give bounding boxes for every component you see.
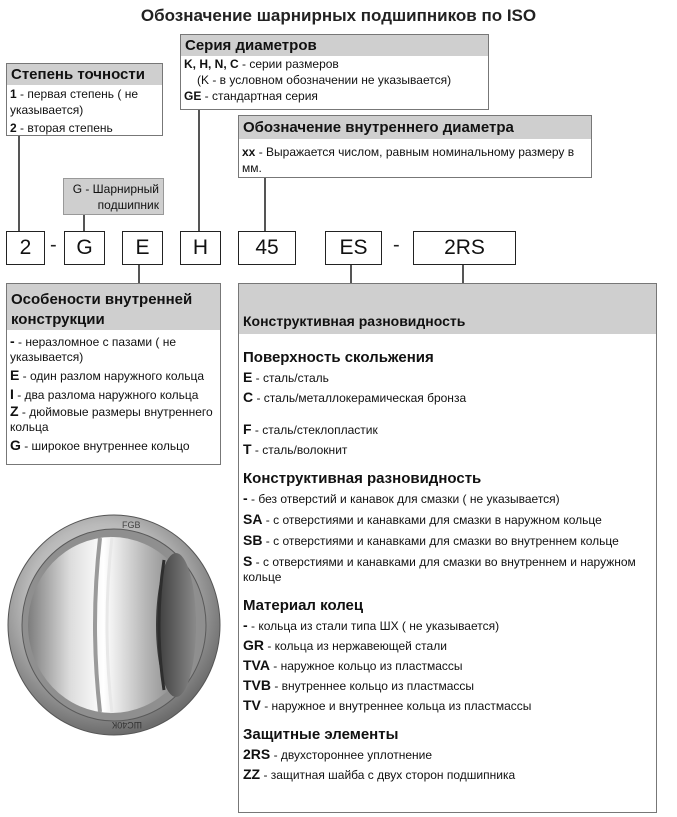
design-text: - сталь/сталь — [252, 371, 329, 385]
accuracy-header: Степень точности — [7, 64, 162, 85]
diameter-series-line1 — [181, 56, 488, 72]
connector-design — [350, 265, 352, 283]
accuracy-text: - вторая степень — [16, 121, 113, 135]
diameter-series-codes: K, H, N, C — [184, 57, 239, 71]
accuracy-code: 2 — [10, 121, 17, 135]
connector-hinge — [83, 215, 85, 231]
design-text: - с отверстиями и канавками для смазки во внутреннем кольце — [262, 534, 619, 548]
diameter-series-code-ge: GE — [184, 89, 202, 103]
inner-feature-code: E — [10, 367, 20, 383]
bearing-brand-text: FGB — [122, 520, 141, 530]
inner-diameter-box — [238, 115, 592, 178]
accuracy-item-1 — [7, 85, 162, 119]
design-item — [243, 767, 652, 783]
section-title: Поверхность скольжения — [243, 349, 434, 366]
accuracy-item-2 — [7, 119, 162, 137]
design-code: SB — [243, 532, 263, 548]
inner-feature-text: - неразломное с пазами ( не указывается) — [10, 335, 177, 364]
design-section-construction — [239, 458, 656, 585]
design-code: T — [243, 441, 252, 457]
inner-feature-item — [10, 334, 217, 365]
design-code: - — [243, 617, 248, 633]
inner-feature-code: - — [10, 333, 15, 349]
design-box — [238, 283, 657, 813]
design-item — [243, 533, 652, 549]
design-code: GR — [243, 637, 264, 653]
inner-diameter-desc — [239, 139, 591, 176]
inner-feature-code: I — [10, 386, 14, 402]
accuracy-text: - первая степень ( не указывается) — [10, 87, 138, 117]
design-code: TV — [243, 697, 261, 713]
design-item — [243, 678, 652, 694]
design-code: TVB — [243, 677, 271, 693]
section-title: Конструктивная разновидность — [243, 470, 482, 487]
design-item — [243, 554, 652, 585]
design-code: ZZ — [243, 766, 261, 782]
design-text: - защитная шайба с двух сторон подшипника — [260, 768, 516, 782]
design-text: - сталь/стеклопластик — [251, 423, 378, 437]
code-inner-feature: E — [122, 231, 163, 265]
diameter-series-line2: (K - в условном обозначении не указывается) — [197, 73, 452, 87]
design-text: - сталь/металлокерамическая бронза — [253, 391, 467, 405]
hinge-label: G - Шарнирный подшипник — [72, 182, 159, 212]
section-title: Материал колец — [243, 597, 364, 614]
inner-feature-text: - широкое внутреннее кольцо — [20, 439, 190, 453]
inner-diameter-header: Обозначение внутреннего диаметра — [239, 116, 591, 139]
inner-feature-text: - дюймовые размеры внутреннего кольца — [10, 405, 213, 434]
diameter-series-text: - серии размеров — [238, 57, 339, 71]
code-design: ES — [325, 231, 382, 265]
design-code: - — [243, 490, 248, 506]
inner-feature-text: - два разлома наружного кольца — [13, 388, 199, 402]
connector-series — [198, 110, 200, 231]
design-code: 2RS — [243, 746, 271, 762]
design-item — [243, 512, 652, 528]
code-dash-1: - — [50, 234, 57, 256]
design-code: SA — [243, 511, 263, 527]
design-text: - с отверстиями и канавками для смазки во внутреннем и наружном кольце — [243, 555, 636, 584]
design-text: - кольца из нержавеющей стали — [264, 639, 447, 653]
design-section-material — [239, 585, 656, 714]
code-series: H — [180, 231, 221, 265]
section-title: Защитные элементы — [243, 726, 399, 743]
design-section-surface — [239, 334, 656, 458]
inner-feature-item — [10, 438, 217, 454]
design-text: - наружное кольцо из пластмассы — [269, 659, 463, 673]
code-hinge: G — [64, 231, 105, 265]
diameter-series-text: - стандартная серия — [201, 89, 318, 103]
diameter-series-header: Серия диаметров — [181, 35, 488, 56]
code-dash-2: - — [393, 234, 400, 256]
design-item — [243, 638, 652, 654]
design-text: - кольца из стали типа ШХ ( не указывается) — [247, 619, 500, 633]
connector-inner-feature — [138, 265, 140, 283]
inner-feature-code: G — [10, 437, 21, 453]
design-text: - без отверстий и канавок для смазки ( не указывается) — [247, 492, 560, 506]
design-item — [243, 442, 652, 458]
design-code: S — [243, 553, 253, 569]
code-diameter: 45 — [238, 231, 296, 265]
diameter-series-box — [180, 34, 489, 110]
design-item — [243, 390, 652, 406]
code-seal: 2RS — [413, 231, 516, 265]
inner-feature-text: - один разлом наружного кольца — [19, 369, 205, 383]
design-section-protection — [239, 714, 656, 783]
inner-diameter-code: xx — [242, 145, 256, 159]
design-text: - сталь/волокнит — [251, 443, 348, 457]
inner-feature-item — [10, 404, 217, 435]
inner-feature-item — [10, 387, 217, 403]
inner-feature-item — [10, 368, 217, 384]
design-item — [243, 658, 652, 674]
inner-features-list — [7, 330, 220, 454]
diameter-series-line3 — [181, 88, 488, 104]
bearing-image — [4, 510, 230, 740]
page-title: Обозначение шарнирных подшипников по ISO — [140, 6, 537, 25]
code-accuracy: 2 — [6, 231, 45, 265]
design-text: - наружное и внутреннее кольца из пластмассы — [260, 699, 532, 713]
design-text: - с отверстиями и канавками для смазки в наружном кольце — [262, 513, 602, 527]
design-item — [243, 618, 652, 634]
design-item — [243, 370, 652, 386]
inner-diameter-text: - Выражается числом, равным номинальному размеру в мм. — [242, 145, 575, 175]
inner-features-box — [6, 283, 221, 465]
design-code: E — [243, 369, 253, 385]
connector-diameter — [264, 178, 266, 231]
design-code: TVA — [243, 657, 270, 673]
accuracy-code: 1 — [10, 87, 17, 101]
bearing-model-text: ШС40К — [111, 720, 142, 730]
hinge-label-box — [63, 178, 164, 215]
design-header: Конструктивная разновидность — [239, 284, 656, 334]
design-code: C — [243, 389, 254, 405]
connector-accuracy — [18, 136, 20, 231]
connector-seal — [462, 265, 464, 283]
design-item — [243, 747, 652, 763]
inner-feature-code: Z — [10, 403, 19, 419]
design-text: - двухстороннее уплотнение — [270, 748, 433, 762]
design-code: F — [243, 421, 252, 437]
design-item — [243, 698, 652, 714]
design-item — [243, 491, 652, 507]
design-item — [243, 422, 652, 438]
accuracy-box — [6, 63, 163, 136]
inner-features-header: Особености внутренней конструкции — [7, 284, 220, 330]
design-text: - внутреннее кольцо из пластмассы — [271, 679, 474, 693]
